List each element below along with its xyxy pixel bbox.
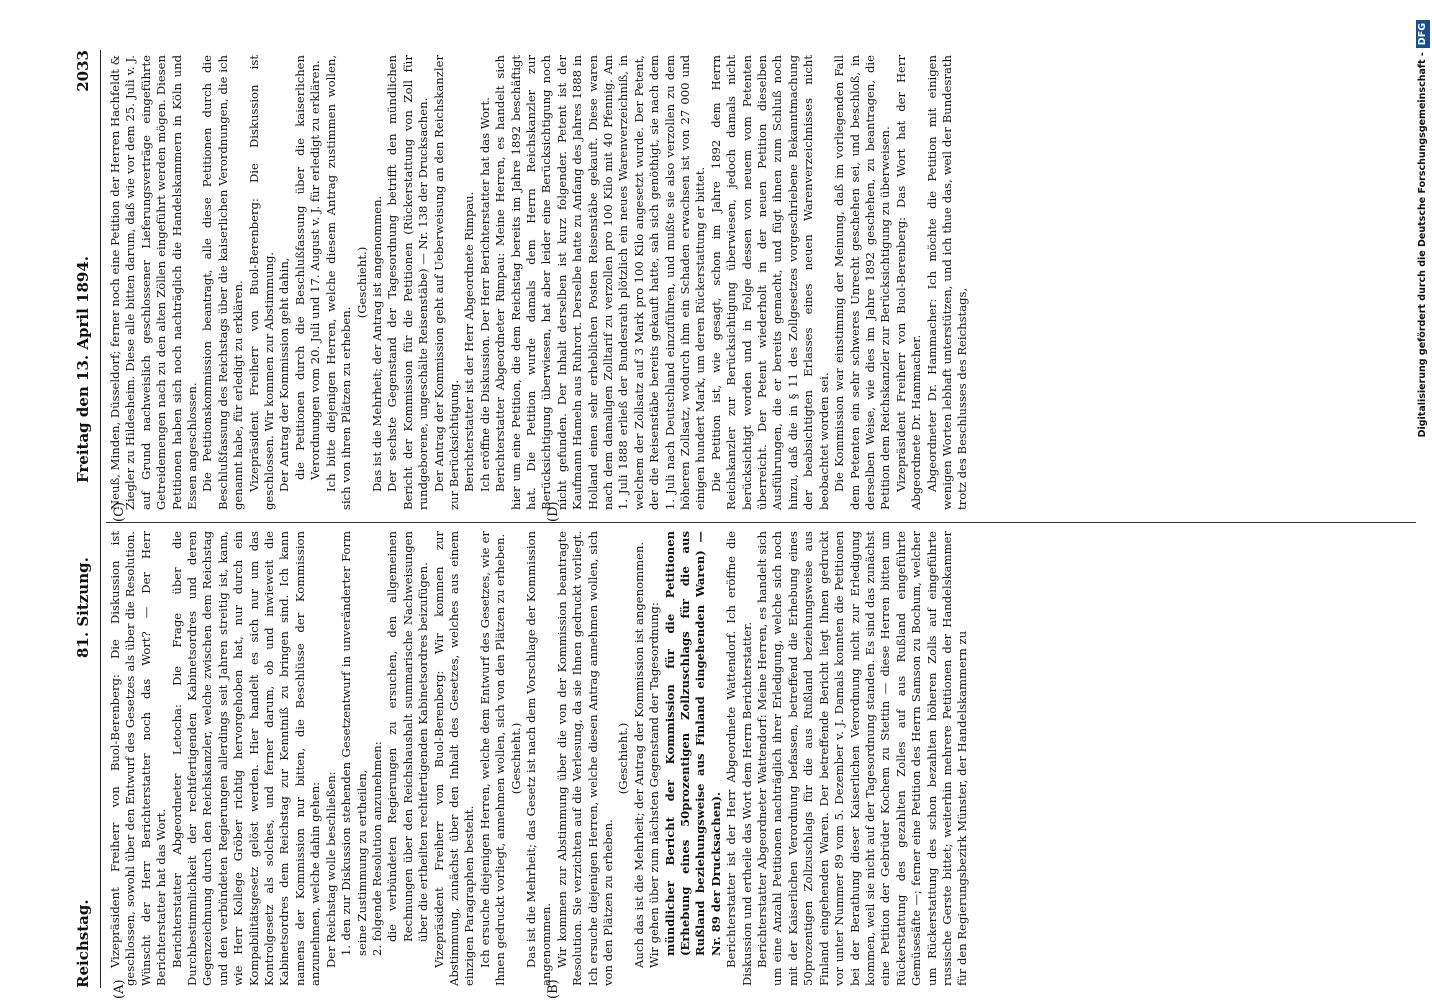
agenda-item-heading: Der sechste Gegenstand der Tagesordnung betrifft den mündlichen Bericht der Kommission für die Petitionen (Rückerstattung von Zoll für rundgeborene, ungeschälte Reisenstäbe) — Nr. 138 der Drucksachen. <box>385 55 431 510</box>
margin-mark-a: (A) <box>112 979 127 999</box>
dfg-logo: DFG <box>1416 20 1430 48</box>
right-text-column <box>108 55 971 510</box>
margin-mark-b: (B) <box>546 979 561 999</box>
margin-mark-d: (D) <box>546 501 561 522</box>
paragraph: Berichterstatter ist der Herr Abgeordnete Rimpau. <box>462 191 477 492</box>
paragraph: Berichterstatter Abgeordneter Rimpau: Meine Herren, es handelt sich hier um eine Petition, die dem Reichstag bereits im Jahre 1892 beschäftigt hat. Die Petition wurde damals dem Herrn Reichskanzler zur Berücksichtigung überwiesen, hat aber leider eine Berücksichtigung noch nicht gefunden. Der Inhalt derselben ist kurz folgender. Petent ist der Kaufmann Hameln aus Ruhrort. Derselbe hatte zu Anfang des Jahres 1888 in Holland einen sehr erheblichen Posten Reisenstäbe gekauft. Diese waren nach dem damaligen Zolltarif zu verzollen pro 100 Kilo mit 40 Pfennig. Am 1. Juli 1888 erließ der Bundesrath plötzlich ein neues Warenverzeichniß, in welchem der Zollsatz auf 3 Mark pro 100 Kilo angesetzt wurde. Der Petent, der die Reisenstäbe bereits gekauft hatte, sah sich genöthigt, sie nach dem 1. Juli nach Deutschland einzuführen, und mußte sie also verzollen zu dem höheren Zollsatz, wodurch ihm ein Schaden erwachsen ist von 27 000 und einigen hundert Mark, um deren Rückerstattung er bittet. <box>493 55 708 510</box>
paragraph: Neuß, Minden, Düsseldorf; ferner noch eine Petition der Herren Hachfeldt & Ziegler zu Hildesheim. Diese alle bitten darum, daß wie vor dem 25. Juli v. J. auf Grund nachweislich geschlossener Lieferungsverträge eingeführte Getreidemengen nach zu den alten Zöllen eingeführt werden mögen. Diesen Petitionen haben sich noch nachträglich die Handelskammern in Köln und Essen angeschlossen. <box>108 55 200 510</box>
paragraph: Vizepräsident Freiherr von Buol-Berenberg: Wir kommen zur Abstimmung, zunächst über den Inhalt des Gesetzes, welches aus einem einzigen Paragraphen besteht. <box>431 531 477 986</box>
left-text-column <box>108 531 971 986</box>
paragraph: 1. den zur Diskussion stehenden Gesetzentwurf in unveränderter Form seine Zustimmung zu ertheilen, <box>339 531 369 956</box>
paragraph: Abgeordneter Dr. Hammacher: Ich möchte die Petition mit einigen wenigen Worten lebhaft unterstützen, und ich thue das, weil der Bundesrath trotz des Beschlusses des Reichstags, <box>924 55 970 510</box>
digitization-credit <box>1416 20 1430 980</box>
margin-mark-c: (C) <box>112 501 127 522</box>
paragraph: Ich ersuche diejenigen Herren, welche dem Entwurf des Gesetzes, wie er Ihnen gedruckt vorliegt, annehmen wollen, sich von den Plätzen zu erheben. <box>477 531 508 986</box>
agenda-item-heading: mündlicher Bericht der Kommission für die Petitionen (Erhebung eines 50prozentigen Zollzuschlags für die aus Rußland beziehungsweise aus Finland eingehenden Waren) — Nr. 89 der Drucksachen). <box>662 531 723 956</box>
header-date: Freitag den 13. April 1894. <box>74 256 92 483</box>
paragraph: (Geschieht.) <box>354 246 369 319</box>
paragraph: Der Antrag der Kommission geht dahin, <box>277 257 292 492</box>
column-divider <box>106 522 1416 523</box>
paragraph: Ich eröffne die Diskussion. Der Herr Berichterstatter hat das Wort. <box>477 97 492 492</box>
paragraph: Die Petitionskommission beantragt, alle diese Petitionen durch die Beschlußfassung des Reichstags über die kaiserlichen Verordnungen, die ich genannt habe, für erledigt zu erklären. <box>200 55 246 510</box>
paragraph: Berichterstatter Abgeordneter Letocha: Die Frage über die Durchbestimmlichkeit der rechtfertigenden Kabinetsordres und deren Gegenzeichnung durch den Reichskanzler, welche zwischen dem Reichstag und den verbündeten Regierungen allerdings seit Jahren streitig ist, kann, wie Herr Kollege Gröber richtig hervorgehoben hat, nur durch ein Kompabilitätsgesetz gelöst werden. Hier handelt es sich nur um das Kontrolgesetz als solches, und ferner darum, ob und inwieweit die Kabinetsordres dem Reichstag zur Kenntniß zu bringen sind. Ich kann namens der Kommission nur bitten, die Beschlüsse der Kommission anzunehmen, welche dahin gehen: <box>169 531 323 986</box>
paragraph: Wir gehen über zum nächsten Gegenstand der Tagesordnung: <box>647 602 662 968</box>
paragraph: (Geschieht.) <box>616 722 631 795</box>
paragraph: (Geschieht.) <box>508 722 523 795</box>
paragraph: Ich bitte diejenigen Herren, welche diesem Antrag zustimmen wollen, sich von ihren Plätzen zu erheben. <box>323 55 354 510</box>
paragraph: Der Antrag der Kommission geht auf Ueberweisung an den Reichskanzler zur Berücksichtigung. <box>431 55 461 510</box>
paragraph: Berichterstatter Abgeordneter Wattendorf: Meine Herren, es handelt sich um eine Anzahl Petitionen nachträglich ihrer Erledigung, welche sich noch mit der Kaiserlichen Verordnung befassen, betreffend die Erhebung eines 50prozentigen Zollzuschlags für die aus Rußland beziehungsweise aus Finland eingehenden Waren. Der betreffende Bericht liegt Ihnen gedruckt vor unter Nummer 89 vom 5. Dezember v. J. Damals konnten die Petitionen bei der Berathung dieser Kaiserlichen Verordnung nicht zur Erledigung kommen, weil sie nicht auf der Tagesordnung standen. Es sind das zunächst eine Petition der Gebrüder Kochem zu Stettin — diese Herren bitten um Rückerstattung des gezahlten Zolles auf aus Rußland eingeführte Gemüsesäfte —; ferner eine Petition des Herrn Samson zu Bochum, welcher um Rückerstattung des schon bezahlten höheren Zolls auf eingeführte russische Gerste bittet; weiterhin mehrere Petitionen der Handelskammer für den Regierungsbezirk Münster, der Handelskammern zu <box>755 531 970 986</box>
paragraph: Die Petition ist, wie gesagt, schon im Jahre 1892 dem Herrn Reichskanzler zur Berücksichtigung überwiesen, jedoch damals nicht berücksichtigt worden und in Folge dessen von neuem vom Petenten überreicht. Der Petent wiederholt in der neuen Petition dieselben Ausführungen, die er bereits gemacht, und fügt ihnen zum Schluß noch hinzu, daß die in § 11 des Zollgesetzes vorgeschriebene Bekanntmachung der beabsichtigten Erlasses eines neuen Warenverzeichnisses nicht beobachtet worden sei. <box>708 55 831 510</box>
paragraph: Berichterstatter ist der Herr Abgeordnete Wattendorf. Ich eröffne die Diskussion und ertheile das Wort dem Herrn Berichterstatter. <box>724 531 754 986</box>
document-page <box>16 0 1416 1000</box>
header-rule <box>100 50 101 988</box>
paragraph: die verbündeten Regierungen zu ersuchen, den allgemeinen Rechnungen über den Reichshaushalt summarische Nachweisungen über die ertheilten rechtfertigenden Kabinetsordres beizufügen. <box>385 531 431 942</box>
header-title: Reichstag. <box>74 899 92 988</box>
header-page-number: 2033 <box>74 50 92 92</box>
paragraph: 2. folgende Resolution anzunehmen: <box>369 741 384 956</box>
credit-text: Digitalisierung gefördert durch die Deutsche Forschungsgemeinschaft - <box>1417 52 1428 438</box>
paragraph: Wir kommen zur Abstimmung über die von der Kommission beantragte Resolution. Sie verzichten auf die Verlesung, da sie Ihnen gedruckt vorliegt. Ich ersuche diejenigen Herren, welche diesen Antrag annehmen wollen, sich von den Plätzen zu erheben. <box>554 531 615 986</box>
paragraph: Vizepräsident Freiherr von Buol-Berenberg: Die Diskussion ist geschlossen. Wir kommen zur Abstimmung. <box>246 55 277 510</box>
paragraph: Vizepräsident Freiherr von Buol-Berenberg: Die Diskussion ist geschlossen, sowohl über den Entwurf des Gesetzes als über die Resolution. Wünscht der Herr Berichterstatter noch das Wort? — Der Herr Berichterstatter hat das Wort. <box>108 531 169 986</box>
paragraph: Auch das ist die Mehrheit; der Antrag der Kommission ist angenommen. <box>631 541 646 968</box>
paragraph: Das ist die Mehrheit; das Gesetz ist nach dem Vorschlage der Kommission angenommen. <box>523 531 554 986</box>
paragraph: Die Kommission war einstimmig der Meinung, daß im vorliegenden Fall dem Petenten ein sehr schweres Unrecht geschehen sei, und beschloß, in derselben Weise, wie dies im Jahre 1892 geschehen, zu beantragen, die Petition dem Reichskanzler zur Berücksichtigung zu überweisen. <box>832 55 893 510</box>
page-header <box>74 50 96 988</box>
paragraph: Der Reichstag wolle beschließen: <box>323 771 338 968</box>
paragraph: Das ist die Mehrheit; der Antrag ist angenommen. <box>369 195 384 492</box>
header-session: 81. Sitzung. <box>74 557 92 658</box>
paragraph: Vizepräsident Freiherr von Buol-Berenberg: Das Wort hat der Herr Abgeordnete Dr. Hammacher. <box>893 55 924 510</box>
paragraph: die Petitionen durch die Beschlußfassung über die kaiserlichen Verordnungen vom 20. Juli und 17. August v. J. für erledigt zu erklären. <box>292 55 323 480</box>
